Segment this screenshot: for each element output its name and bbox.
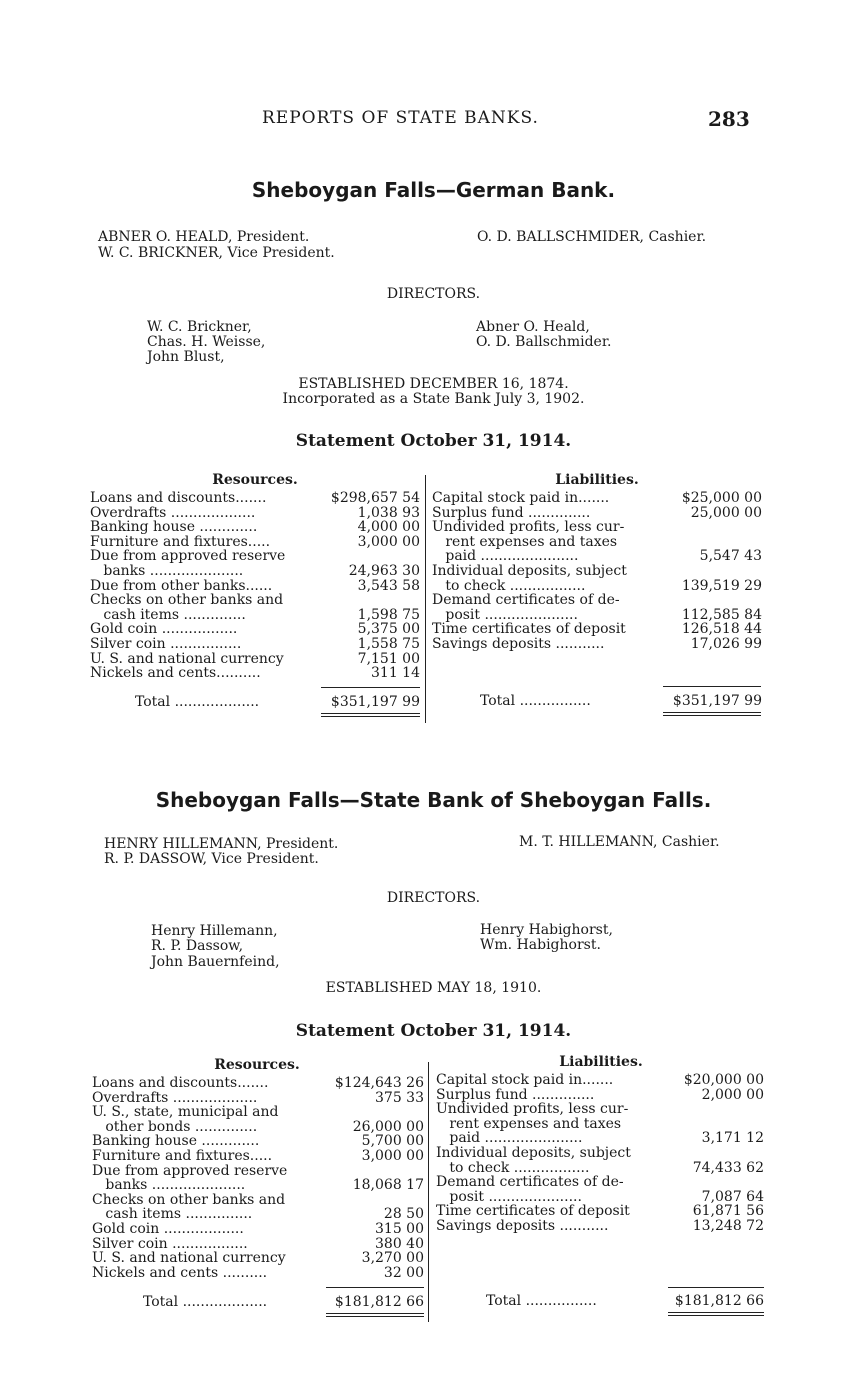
row-amount: 4,000 00 (357, 519, 420, 536)
officer-cashier: O. D. BALLSCHMIDER, Cashier. (477, 229, 707, 245)
row-label: posit ..................... (436, 1189, 582, 1205)
total-label: Total ................ (480, 693, 591, 709)
director: R. P. Dassow, (151, 938, 244, 954)
row-amount: 375 33 (375, 1089, 424, 1106)
row-label: to check ................. (432, 578, 586, 594)
row-label: banks ..................... (92, 1178, 246, 1193)
director: O. D. Ballschmider. (476, 334, 612, 350)
row-amount (324, 1193, 424, 1208)
total-rule (663, 686, 761, 687)
row-label: Capital stock paid in....... (432, 491, 610, 506)
row-amount: 17,026 99 (690, 635, 762, 652)
row-amount: 25,000 00 (690, 504, 762, 521)
table-row (92, 1178, 424, 1193)
total-amount: $181,812 66 (674, 1293, 764, 1309)
officer-vice-president: R. P. DASSOW, Vice President. (104, 851, 319, 867)
resources-table (92, 1076, 424, 1280)
bank-title: Sheboygan Falls—State Bank of Sheboygan Falls. (155, 788, 712, 812)
row-label: Savings deposits ........... (432, 636, 605, 652)
row-label: Loans and discounts....... (90, 491, 267, 506)
table-row (436, 1102, 764, 1117)
row-amount: 2,000 00 (701, 1086, 764, 1103)
table-row (436, 1117, 764, 1132)
table-row (432, 608, 762, 623)
row-label: Gold coin .................. (92, 1221, 244, 1237)
row-label: to check ................. (436, 1160, 590, 1176)
table-row (436, 1131, 764, 1146)
table-row (90, 666, 420, 681)
row-amount: 1,558 75 (357, 635, 420, 652)
row-label: Due from approved reserve (92, 1163, 288, 1179)
resources-heading: Resources. (214, 1057, 300, 1073)
row-label: Surplus fund .............. (432, 505, 591, 521)
director: John Bauernfeind, (151, 954, 280, 970)
row-amount: 3,543 58 (357, 577, 420, 594)
table-row (436, 1175, 764, 1190)
row-label: cash items .............. (90, 607, 246, 623)
officer-president: HENRY HILLEMANN, President. (104, 836, 339, 852)
table-row (92, 1164, 424, 1179)
resources-table (90, 491, 420, 681)
table-row (432, 549, 762, 564)
table-row (436, 1146, 764, 1161)
row-label: Demand certificates of de- (432, 593, 620, 608)
officer-vice-president: W. C. BRICKNER, Vice President. (98, 245, 335, 261)
double-rule (321, 716, 420, 717)
row-amount: 28 50 (383, 1206, 424, 1223)
double-rule (668, 1312, 764, 1313)
row-label: U. S. and national currency (92, 1251, 286, 1266)
row-label: banks ..................... (90, 563, 244, 579)
table-row (90, 593, 420, 608)
row-amount: 18,068 17 (352, 1177, 424, 1194)
table-row (92, 1193, 424, 1208)
row-label: Nickels and cents.......... (90, 666, 261, 681)
double-rule (326, 1313, 424, 1314)
row-amount (320, 593, 420, 608)
row-label: Furniture and fixtures..... (92, 1148, 273, 1164)
row-amount (662, 564, 762, 579)
row-label: Overdrafts ................... (92, 1090, 258, 1106)
double-rule (663, 712, 761, 713)
row-label: Loans and discounts....... (92, 1076, 269, 1091)
row-amount: 3,000 00 (361, 1147, 424, 1164)
total-amount: $351,197 99 (330, 694, 420, 710)
officer-cashier: M. T. HILLEMANN, Cashier. (519, 834, 720, 850)
table-row (92, 1091, 424, 1106)
row-label: Time certificates of deposit (432, 622, 626, 637)
established-line: ESTABLISHED MAY 18, 1910. (325, 980, 542, 996)
row-amount: 7,087 64 (701, 1188, 764, 1205)
row-label: Banking house ............. (92, 1134, 260, 1149)
row-amount (324, 1105, 424, 1120)
row-label: Silver coin ................. (92, 1236, 248, 1252)
row-amount: 5,700 00 (361, 1133, 424, 1150)
row-amount: $20,000 00 (683, 1072, 764, 1088)
liabilities-table (436, 1073, 764, 1234)
row-amount (662, 535, 762, 550)
total-rule (326, 1287, 424, 1288)
table-row (90, 637, 420, 652)
table-row (92, 1149, 424, 1164)
table-row (92, 1237, 424, 1252)
double-rule (663, 715, 761, 716)
row-label: Banking house ............. (90, 520, 258, 535)
statement-title: Statement October 31, 1914. (295, 431, 572, 451)
row-label: Nickels and cents .......... (92, 1265, 268, 1281)
row-amount (664, 1175, 764, 1190)
row-amount: 3,000 00 (357, 533, 420, 550)
row-amount: 32 00 (383, 1264, 424, 1281)
double-rule (321, 713, 420, 714)
row-label: Savings deposits ........... (436, 1218, 609, 1234)
row-label: Undivided profits, less cur- (436, 1102, 629, 1117)
table-row (436, 1073, 764, 1088)
row-label: Furniture and fixtures..... (90, 534, 271, 550)
row-label: Undivided profits, less cur- (432, 520, 625, 535)
directors-heading: DIRECTORS. (386, 286, 481, 302)
row-label: Due from other banks...... (90, 578, 273, 594)
row-label: U. S. and national currency (90, 651, 284, 667)
table-row (90, 608, 420, 623)
row-label: Capital stock paid in....... (436, 1073, 614, 1088)
row-label: Time certificates of deposit (436, 1204, 630, 1219)
total-amount: $351,197 99 (672, 693, 762, 709)
table-row (92, 1266, 424, 1281)
statement-title: Statement October 31, 1914. (295, 1021, 572, 1041)
row-label: Silver coin ................ (90, 636, 242, 652)
table-row (432, 520, 762, 535)
director: Wm. Habighorst. (480, 937, 601, 953)
table-row (432, 579, 762, 594)
directors-heading: DIRECTORS. (386, 890, 481, 906)
table-row (432, 637, 762, 652)
row-amount: $124,643 26 (334, 1075, 424, 1091)
table-row (436, 1219, 764, 1234)
row-amount: 1,598 75 (357, 606, 420, 623)
total-label: Total ................ (486, 1293, 597, 1309)
total-label: Total ................... (143, 1294, 268, 1310)
row-amount: 61,871 56 (692, 1203, 764, 1220)
table-row (92, 1222, 424, 1237)
table-row (92, 1105, 424, 1120)
row-amount (664, 1117, 764, 1132)
table-row (92, 1134, 424, 1149)
double-rule (326, 1316, 424, 1317)
row-amount (662, 593, 762, 608)
row-amount: 3,171 12 (701, 1130, 764, 1147)
total-label: Total ................... (135, 694, 260, 710)
row-amount (664, 1146, 764, 1161)
table-row (92, 1251, 424, 1266)
row-amount: 139,519 29 (681, 577, 762, 594)
table-row (92, 1207, 424, 1222)
table-row (90, 491, 420, 506)
row-amount: $298,657 54 (330, 490, 420, 506)
row-amount: 311 14 (371, 665, 420, 682)
row-label: rent expenses and taxes (432, 534, 618, 550)
resources-total-row (135, 694, 420, 710)
director: Henry Habighorst, (480, 922, 613, 938)
double-rule (668, 1315, 764, 1316)
row-amount (662, 520, 762, 535)
liabilities-total-row (486, 1293, 764, 1309)
table-row (436, 1190, 764, 1205)
row-label: cash items ............... (92, 1207, 253, 1222)
table-row (432, 564, 762, 579)
row-amount: 26,000 00 (352, 1118, 424, 1135)
row-label: Gold coin ................. (90, 622, 238, 637)
liabilities-total-row (480, 693, 762, 709)
total-rule (321, 687, 420, 688)
row-label: Demand certificates of de- (436, 1175, 624, 1190)
table-row (90, 652, 420, 667)
table-row (436, 1204, 764, 1219)
row-label: other bonds .............. (92, 1119, 258, 1135)
table-row (90, 564, 420, 579)
row-amount: $25,000 00 (681, 490, 762, 506)
row-label: Checks on other banks and (92, 1192, 286, 1208)
running-title: REPORTS OF STATE BANKS. (262, 108, 539, 128)
row-amount: 24,963 30 (348, 562, 420, 579)
row-amount: 13,248 72 (692, 1217, 764, 1234)
row-amount: 74,433 62 (692, 1159, 764, 1176)
resources-heading: Resources. (212, 472, 298, 488)
row-label: posit ..................... (432, 607, 578, 623)
officer-president: ABNER O. HEALD, President. (98, 229, 310, 245)
table-row (90, 622, 420, 637)
row-label: paid ...................... (436, 1131, 583, 1146)
row-label: rent expenses and taxes (436, 1116, 622, 1132)
row-amount: 1,038 93 (357, 504, 420, 521)
liabilities-heading: Liabilities. (555, 472, 639, 488)
row-label: Overdrafts ................... (90, 505, 256, 521)
row-amount: 126,518 44 (681, 621, 762, 638)
row-amount (324, 1164, 424, 1179)
director: Henry Hillemann, (151, 923, 278, 939)
established-line: ESTABLISHED DECEMBER 16, 1874. (298, 376, 569, 392)
row-label: Individual deposits, subject (432, 563, 627, 579)
row-amount: 7,151 00 (357, 650, 420, 667)
row-label: Checks on other banks and (90, 593, 284, 608)
row-amount: 315 00 (375, 1220, 424, 1237)
resources-total-row (143, 1294, 424, 1310)
director: W. C. Brickner, (147, 319, 252, 335)
row-amount (664, 1102, 764, 1117)
row-amount: 5,547 43 (699, 548, 762, 565)
page-number: 283 (708, 107, 750, 131)
running-head (0, 108, 867, 132)
row-amount: 3,270 00 (361, 1250, 424, 1267)
row-label: paid ...................... (432, 549, 579, 564)
incorporated-line: Incorporated as a State Bank July 3, 1902. (282, 391, 585, 407)
column-divider (428, 1062, 429, 1322)
column-divider (425, 475, 426, 723)
director: Abner O. Heald, (476, 319, 590, 335)
table-row (90, 579, 420, 594)
table-row (90, 506, 420, 521)
row-amount: 380 40 (375, 1235, 424, 1252)
table-row (432, 506, 762, 521)
table-row (432, 535, 762, 550)
table-row (92, 1120, 424, 1135)
row-amount (320, 549, 420, 564)
table-row (90, 520, 420, 535)
row-label: Surplus fund .............. (436, 1087, 595, 1103)
table-row (432, 622, 762, 637)
liabilities-table (432, 491, 762, 652)
liabilities-heading: Liabilities. (559, 1054, 643, 1070)
row-label: Due from approved reserve (90, 549, 286, 564)
total-rule (668, 1287, 764, 1288)
bank-title: Sheboygan Falls—German Bank. (251, 178, 616, 202)
row-label: U. S., state, municipal and (92, 1105, 279, 1120)
director: John Blust, (147, 349, 225, 365)
row-amount: 5,375 00 (357, 621, 420, 638)
total-amount: $181,812 66 (334, 1294, 424, 1310)
table-row (90, 549, 420, 564)
table-row (90, 535, 420, 550)
table-row (436, 1088, 764, 1103)
table-row (432, 593, 762, 608)
table-row (432, 491, 762, 506)
table-row (436, 1161, 764, 1176)
row-amount: 112,585 84 (681, 606, 762, 623)
row-label: Individual deposits, subject (436, 1145, 631, 1161)
director: Chas. H. Weisse, (147, 334, 266, 350)
table-row (92, 1076, 424, 1091)
